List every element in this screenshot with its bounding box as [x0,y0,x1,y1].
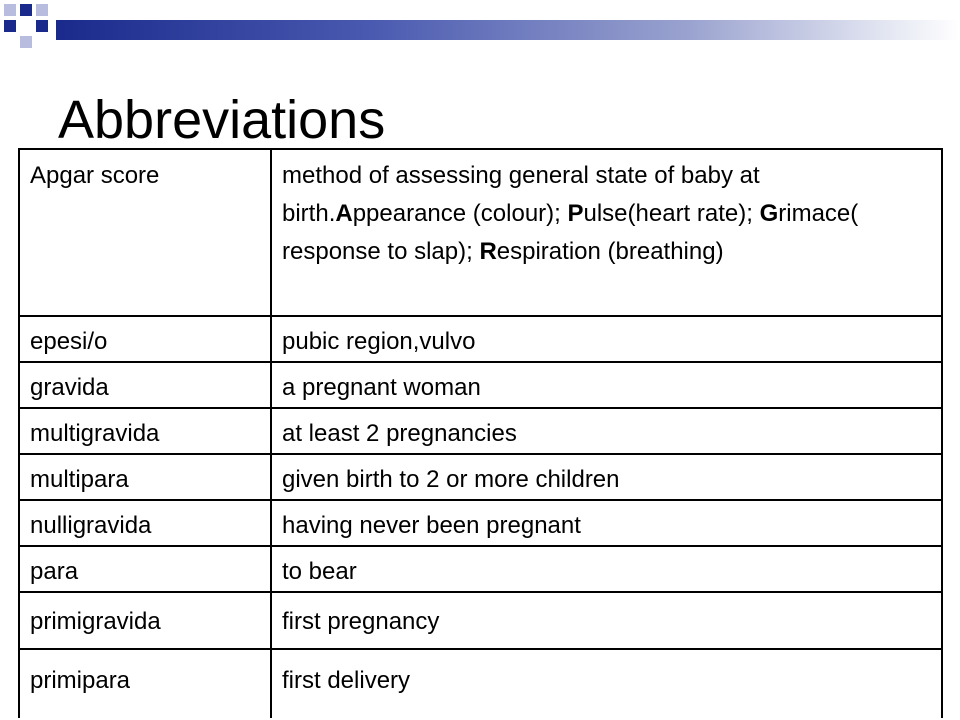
definition-cell: first pregnancy [271,592,942,649]
table-row [19,362,942,408]
apgar-rest: espiration (breathing) [496,238,724,265]
abbreviations-table [18,148,943,718]
definition-cell: at least 2 pregnancies [271,408,942,454]
apgar-initial: A [335,200,353,227]
definition-cell: to bear [271,546,942,592]
table-row [19,316,942,362]
header-gradient-bar [56,20,960,40]
corner-square-3 [36,4,48,16]
definition-cell: pubic region,vulvo [271,316,942,362]
apgar-initial: P [567,200,584,227]
apgar-initial: R [479,238,497,265]
corner-square-2 [20,4,32,16]
apgar-initial: G [759,200,779,227]
term-cell: Apgar score [19,149,271,316]
table-row [19,592,942,649]
definition-cell [271,149,942,316]
corner-square-5 [36,20,48,32]
corner-square-1 [4,4,16,16]
definition-cell: given birth to 2 or more children [271,454,942,500]
term-cell: nulligravida [19,500,271,546]
definition-cell: a pregnant woman [271,362,942,408]
table-row [19,149,942,316]
term-cell: multigravida [19,408,271,454]
table-row [19,454,942,500]
term-cell: primipara [19,649,271,718]
corner-square-4 [4,20,16,32]
table-row [19,649,942,718]
term-cell: gravida [19,362,271,408]
apgar-rest: ulse(heart rate); [583,200,760,227]
term-cell: para [19,546,271,592]
term-cell: epesi/o [19,316,271,362]
apgar-rest: rimace( response to slap); [282,200,859,265]
apgar-rest: ppearance (colour); [352,200,568,227]
table-row [19,408,942,454]
term-cell: multipara [19,454,271,500]
corner-square-6 [20,36,32,48]
definition-cell: having never been pregnant [271,500,942,546]
table-row [19,546,942,592]
slide-title: Abbreviations [58,90,386,150]
apgar-intro: method of assessing general state of baby at birth. [282,162,760,227]
definition-cell: first delivery [271,649,942,718]
term-cell: primigravida [19,592,271,649]
table-row [19,500,942,546]
